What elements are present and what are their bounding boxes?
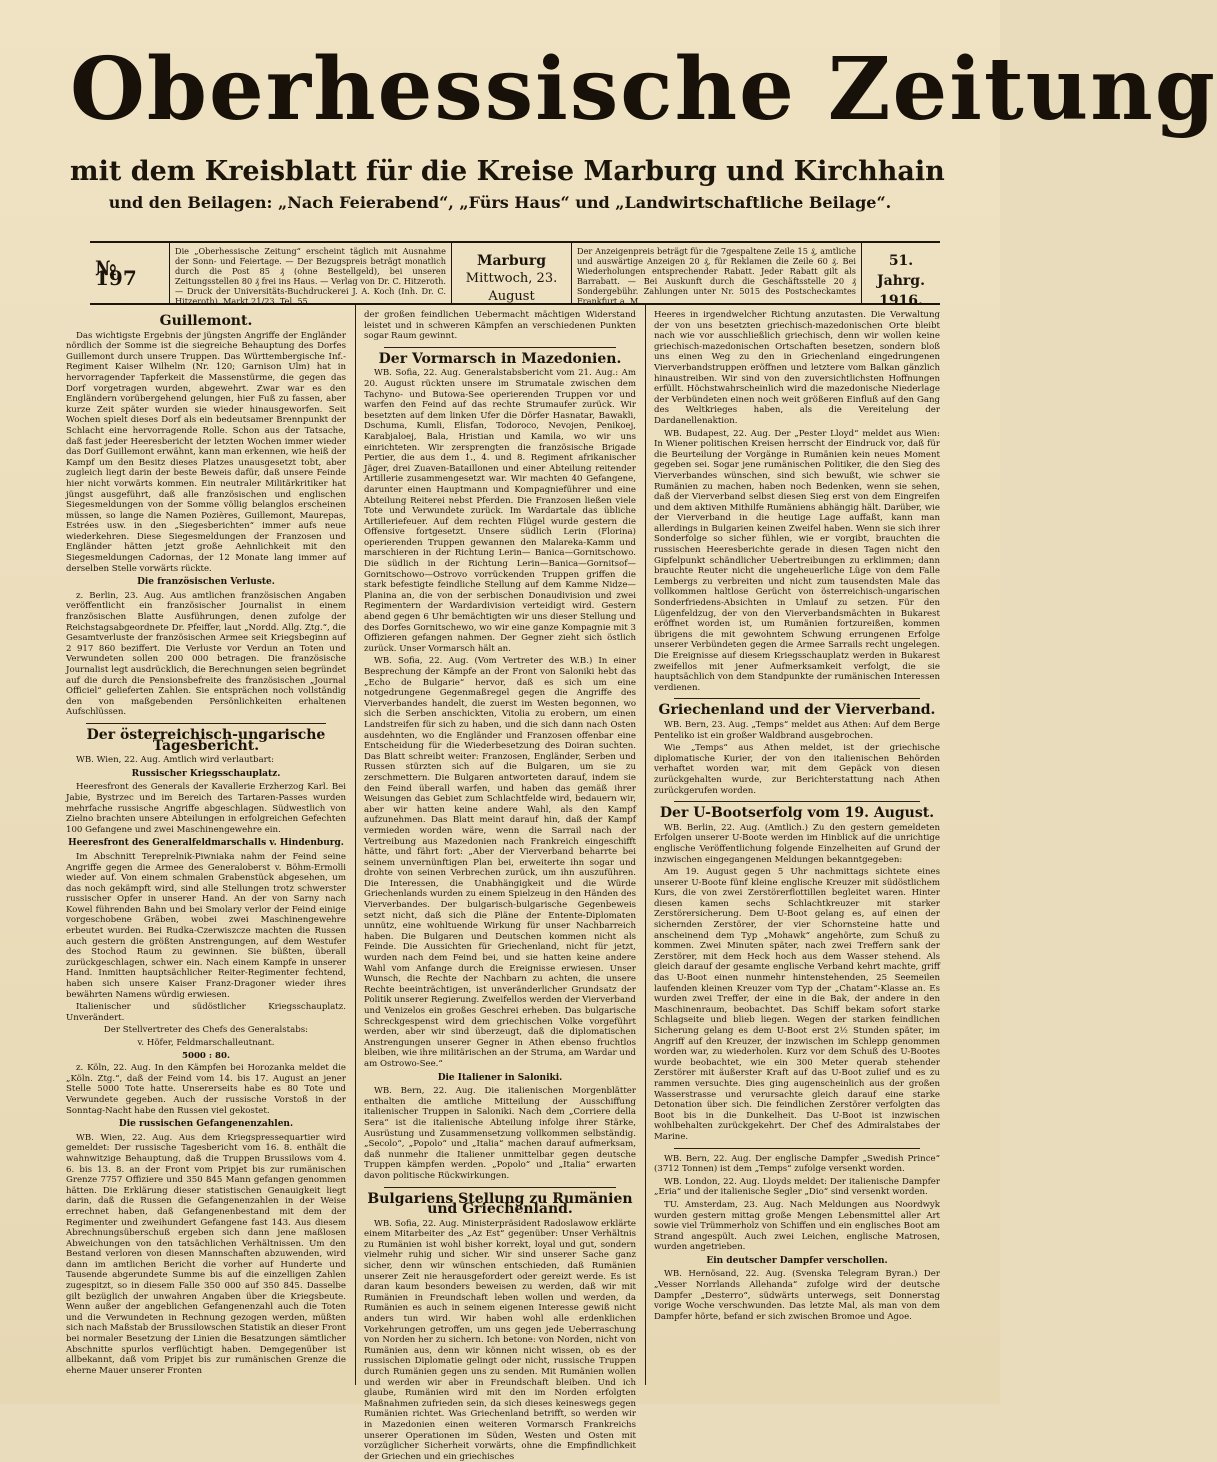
article-subheading: Die Italiener in Saloniki. [437, 1072, 563, 1083]
article-text: TU. Amsterdam, 23. Aug. Nach Meldungen aus Noordwyk wurden gestern mittag große Mengen Lebensmittel aller Art sowie viel Trümmerholz von Schiffen und ein englisches Boot am Strand angespült. Auch zwei Leichen, englische Matrosen, wurden angetrieben. [654, 1199, 940, 1253]
issue-number: № 197 [90, 243, 170, 303]
article-text: z. Köln, 22. Aug. In den Kämpfen bei Horozanka meldet die „Köln. Ztg.“, daß der Feind vom 14. bis 17. August an jener Stelle 5000 Tote hatte. Unsererseits habe es 80 Tote und Verwundete gegeben. Auch der russische Vorstoß in der Sonntag-Nacht habe den Russen viel gekostet. [66, 1063, 346, 1116]
article-text: WB. Wien, 22. Aug. Aus dem Kriegspressequartier wird gemeldet: Der russische Tagesbericht vom 16. 8. enthält die wahnwitzige Behauptung, daß die Truppen Brussilows vom 4. 6. bis 13. 8. an der Front vom Pripjet bis zur rumänischen Grenze 7757 Offiziere und 350 845 Mann gefangen genommen hätten. Die Erklärung dieser statistischen Genauigkeit liegt darin, daß die Russen die Gefangenenzahlen in der Weise errechnet haben, daß Gefangenenbestand mit dem der Regimenter und zweihundert Gefangene fast 143. Aus diesem Abrechnungsüberschuß ergeben sich dann jene maßlosen Abweichungen von den tatsächlichen Verhältnissen. Um den Bestand verloren von diesen Mannschaften abzuwenden, wird dann im amtlichen Bericht die vorher auf Hunderte und Tausende abgerundete Summe bis auf die einzelligen Zahlen zugespitzt, so in diesem Falle 350 000 auf 350 845. Dasselbe gilt bezüglich der unwahren Angaben über die Kriegsbeute. Wenn außer der angeblichen Gefangenenzahl auch die Toten und die Verwundeten in Rechnung gezogen werden, müßten sich nach Maßstab der Brussilowschen Statistik an dieser Front bei normaler Besetzung der Linien die Besatzungen sämtlicher Abschnitte spurlos verflüchtigt haben. Demgegenüber ist allbekannt, daß vom Pripjet bis zur rumänischen Grenze die eherne Mauer unserer Fronten [66, 1132, 346, 1376]
article-heading: Bulgariens Stellung zu Rumänien und Griechenland. [367, 1190, 633, 1218]
article-text: WB. Bern, 22. Aug. Der englische Dampfer „Swedish Prince“ (3712 Tonnen) ist dem „Temps“ zufolge versenkt worden. [654, 1153, 940, 1175]
info-bar [90, 241, 940, 309]
newspaper-title: Oberhessische Zeitung [70, 39, 1217, 140]
article-text: WB. Budapest, 22. Aug. Der „Pester Lloyd“ meldet aus Wien: In Wiener politischen Kreisen herrscht der Eindruck vor, daß für die Beurteilung der Vorgänge in Rumänien kein neues Moment gegeben sei. Sogar jene rumänischen Politiker, die den Sieg des Vierverbandes wünschen, sind sich bewußt, wie schwer sie Rumänien zu machen, haben noch Bedenken, wenn sie sehen, daß der Vierverband selbst diesen Sieg erst von dem Eingreifen und dem aktiven Mithilfe Rumäniens abhängig hält. Darüber, wie der Vierverband in die heutige Lage auffaßt, kann man allerdings in Bulgarien keinen Zweifel haben. Wenn sie sich ihrer Sonderfolge so sicher fühlen, wie er vorgibt, brauchten die russischen Heeresberichte gerade in diesen Tagen nicht den Gipfelpunkt schändlicher Uebertreibungen zu erklimmen; dann brauchte Reuter nicht die ungeheuerliche Lüge von dem Falle Lembergs zu verbreiten und nicht zum tausendsten Male das vollkommen haltlose Gerücht von österreichisch-ungarischen Sonderfriedens-Absichten in Umlauf zu setzen. Für den Lügenfeldzug, der von den Vierverbandsmächten in Bukarest eröffnet worden ist, um Rumänien fortzureißen, kommen übrigens die mit gewohntem Schwung errungenen Erfolge unserer Verbündeten gegen die Armee Sarrails recht ungelegen. Die Ereignisse auf diesem Kriegsschauplatz werden in Bukarest zweifellos mit jener Aufmerksamkeit verfolgt, die sie hauptsächlich von dem Standpunkte der rumänischen Interessen verdienen. [654, 428, 940, 693]
article-text: Das wichtigste Ergebnis der jüngsten Angriffe der Engländer nördlich der Somme ist die siegreiche Behauptung des Dorfes Guillemont durch unsere Truppen. Das Württembergische Inf.-Regiment Kaiser Wilhelm (Nr. 120; Garnison Ulm) hat in hervorragender Tapferkeit die Massenstürme, die gegen das Dorf vorgetragen wurden, abgewehrt. Zwar war es den Engländern vorübergehend gelungen, hier Fuß zu fassen, aber kurze Zeit später wurden sie wieder hinausgeworfen. Seit Wochen spielt dieses Dorf als ein bedeutsamer Brennpunkt der Schlacht eine hervorragende Rolle. Schon aus der Tatsache, daß fast jeder Heeresbericht der letzten Wochen immer wieder das Dorf Guillemont erwähnt, kann man erkennen, wie heiß der Kampf um den Besitz dieses Platzes unausgesetzt tobt, aber zugleich liegt darin der beste Beweis dafür, daß unsere Feinde hier nicht vorwärts kommen. Ein neutraler Militärkritiker hat jüngst ausgeführt, daß alle französischen und englischen Siegesmeldungen von der Somme völlig belanglos erscheinen müssen, so lange die Namen Pozières, Guillemont, Maurepas, Estrées usw. in den „Siegesberichten“ immer aufs neue wiederkehren. Diese Siegesmeldungen der Franzosen und Engländer hätten jetzt große Aehnlichkeit mit den Siegesmeldungen Cadornas, der 12 Monate lang immer auf derselben Stelle vorwärts rückte. [66, 330, 346, 574]
article-subheading: Die französischen Verluste. [137, 577, 275, 588]
article-text: Am 19. August gegen 5 Uhr nachmittags sichtete eines unserer U-Boote fünf kleine englische Kreuzer mit südöstlichem Kurs, die von zwei Zerstörerflottillen begleitet waren. Hinter diesen kamen sechs Schlachtkreuzer mit starker Zerstörersicherung. Dem U-Boot gelang es, auf einen der sichernden Zerstörer, der vier Schornsteine hatte und anscheinend dem Typ „Mohawk“ angehörte, zum Schuß zu kommen. Zwei Minuten später, nach zwei Treffern sank der Zerstörer, mit dem Heck hoch aus dem Wasser stehend. Als gleich darauf der gesamte englische Verband kehrt machte, griff das U-Boot einen nunmehr hintenstehenden, 25 Seemeilen laufenden kleinen Kreuzer vom Typ der „Chatam“-Klasse an. Es wurden zwei Treffer, der eine in die Bak, der andere in den Maschinenraum, beobachtet. Das Schiff bekam sofort starke Schlagseite und blieb liegen. Wegen der starken feindlichen Sicherung gelang es dem U-Boot erst 2½ Stunden später, im Angriff auf den Kreuzer, der inzwischen im Schlepp genommen worden war, zu wiederholen. Kurz vor dem Schuß des U-Bootes wurde beobachtet, wie ein 300 Meter querab stehender Zerstörer mit äußerster Kraft auf das U-Boot zulief und es zu rammen versuchte. Dies ging augenscheinlich aus der großen Wasserstrasse und verursachte gleich darauf eine starke Detonation über sich. Die feindlichen Zerstörer verfolgten das Boot bis in die Dunkelheit. Das U-Boot ist inzwischen wohlbehalten zurückgekehrt. Der Chef des Admiralstabes der Marine. [654, 867, 940, 1142]
article-heading: Der österreichisch-ungarische Tagesbericht. [86, 726, 326, 754]
city: Marburg [476, 253, 547, 269]
column-rule [645, 305, 646, 1385]
article-subheading: Ein deutscher Dampfer verschollen. [706, 1255, 888, 1266]
article-text: der großen feindlichen Uebermacht mächtigen Widerstand leistet und in schweren Kämpfen an verschiedenen Punkten sogar Raum gewinnt. [364, 310, 636, 342]
volume-info [862, 243, 940, 309]
article-text: WB. Berlin, 22. Aug. (Amtlich.) Zu den gestern gemeldeten Erfolgen unserer U-Boote werden im Hinblick auf die unrichtige englische Veröffentlichung folgende Einzelheiten auf Grund der inzwischen eingegangenen Meldungen bekanntgegeben: [654, 822, 940, 865]
article-heading: Griechenland und der Vierverband. [658, 702, 936, 719]
article-text: Heeresfront des Generals der Kavallerie Erzherzog Karl. Bei Jabie, Bystrzec und im Bereich des Tartaren-Passes wurden mehrfache russische Angriffe abgeschlagen. Südwestlich von Zielno brachten unsere Abteilungen in erfolgreichen Gefechten 100 Gefangene und zwei Maschinengewehre ein. [66, 782, 346, 835]
article-text: Wie „Temps“ aus Athen meldet, ist der griechische diplomatische Kurier, der von den italienischen Behörden verhaftet worden war, mit dem Gepäck von diesen zurückgehalten wurde, zur Berichterstattung nach Athen zurückgerufen worden. [654, 743, 940, 796]
column-3 [654, 310, 940, 1385]
article-subheading: 5000 : 80. [181, 1050, 231, 1061]
article-text: WB. Sofia, 22. Aug. Ministerpräsident Radoslawow erklärte einem Mitarbeiter des „Az Est“ gegenüber: Unser Verhältnis zu Rumänien ist wohl bisher korrekt, loyal und gut, sondern vielmehr ruhig und sicher. Wir sind unserer Sache ganz sicher, denn wir wünschen entschieden, daß Rumänien unserer Zeit nie herausgefordert oder gereizt werde. Es ist daran kaum besonders beweisen zu werden, daß wir mit Rumänien in Freundschaft leben wollen und werden, da Rumänien es auch in seinem eigenen Interesse gewiß nicht anders tun wird. Wir haben wohl alle erdenklichen Vorkehrungen getroffen, um uns gegen jede Ueberraschung von Norden her zu sichern. Ich betone: von Norden, nicht von Rumänien aus, denn wir können nicht wissen, ob es der russischen Diplomatie gelingt oder nicht, russische Truppen durch Rumänien gegen uns zu senden. Mit Rumänien wollen und werden wir aber in Freundschaft bleiben. Und ich glaube, Rumänien wird mit den im Norden erfolgten Maßnahmen zufrieden sein, da sich dieses keineswegs gegen Rumänien richtet. Was Griechenland betrifft, so werden wir in Mazedonien einen weiteren Vormarsch Frankreichs unserer Operationen im Süden, Westen und Osten mit vorzüglicher Sicherheit vorwärts, ohne die Empfindlichkeit der Griechen und ein griechisches [364, 1218, 636, 1462]
article-text: WB. Wien, 22. Aug. Amtlich wird verlautbart: [76, 755, 275, 766]
article-heading: Der U-Bootserfolg vom 19. August. [659, 805, 935, 822]
divider [674, 801, 920, 802]
column-1 [66, 310, 346, 1385]
divider [674, 1148, 920, 1149]
article-text: Italienischer und südöstlicher Kriegsschauplatz. Unverändert. [66, 1002, 346, 1023]
divider [86, 723, 326, 724]
issue-date: Mittwoch, 23. August [465, 271, 558, 304]
signature-name: v. Höfer, Feldmarschalleutnant. [137, 1038, 275, 1048]
masthead [70, 30, 1217, 212]
article-subheading: Heeresfront des Generalfeldmarschalls v. Hindenburg. [68, 838, 344, 849]
article-text: WB. Bern, 23. Aug. „Temps“ meldet aus Athen: Auf dem Berge Penteliko ist ein großer Waldbrand ausgebrochen. [654, 719, 940, 741]
divider [384, 1187, 616, 1188]
article-text: WB. Bern, 22. Aug. Die italienischen Morgenblätter enthalten die amtliche Mitteilung der Ausschiffung italienischer Truppen in Saloniki. Nach dem „Corriere della Sera“ ist die italienische Abteilung infolge ihrer Stärke, Ausrüstung und Zusammensetzung vollkommen selbständig. „Secolo“, „Popolo“ und „Italia“ machen darauf aufmerksam, daß nunmehr die Italiener unmittelbar gegen deutsche Truppen kämpfen werden. „Popolo“ und „Italia“ erwarten davon politische Rückwirkungen. [364, 1086, 636, 1181]
article-subheading: Russischer Kriegsschauplatz. [131, 768, 281, 779]
article-subheading: Die russischen Gefangenenzahlen. [118, 1119, 294, 1130]
article-heading: Der Vormarsch in Mazedonien. [378, 350, 622, 367]
year: 1916. [879, 293, 923, 309]
article-text: WB. Sofia, 22. Aug. Generalstabsbericht vom 21. Aug.: Am 20. August rückten unsere im Strumatale zwischen dem Tachyno- und Butowa-See operierenden Truppen vor und warfen den Feind auf das rechte Strumaufer zurück. Wir besetzten auf dem linken Ufer die Dörfer Hasnatar, Bawakli, Dschuma, Kumli, Elisfan, Todoroco, Nevojen, Penikoej, Karabjaloej, Bala, Hristian und Kamila, wo wir uns einrichteten. Wir zersprengten die französische Brigade Pertier, die aus dem 1., 4. und 8. Regiment afrikanischer Jäger, drei Zuaven-Bataillonen und einer Abteilung reitender Artillerie zusammengesetzt war. Wir machten 40 Gefangene, darunter einen Hauptmann und Kompagnieführer und eine Abteilung Reiterei nebst Pferden. Die Franzosen ließen viele Tote und Verwundete zurück. Im Wardartale das übliche Artilleriefeuer. Auf dem rechten Flügel wurde gestern die Offensive fortgesetzt. Unsere südlich Lerin (Florina) operierenden Truppen gewannen den Malareka-Kamm und marschieren in der Richtung Lerin— Banica—Gornitschowo. Die südlich in der Richtung Lerin—Banica—Gornitsof—Gornitschowo—Ostrovo vorrückenden Truppen griffen die stark befestigte feindliche Stellung auf dem Kamme Nidze—Planina an, die von der serbischen Donaudivision und zwei Regimentern der Wardardivision verteidigt wird. Gestern abend gegen 6 Uhr bemächtigten wir uns dieser Stellung und des Dorfes Gornitschewo, wo wir eine ganze Kompagnie mit 3 Offizieren gefangen nahmen. Der Gegner zieht sich östlich zurück. Unser Vormarsch hält an. [364, 368, 636, 654]
article-text: Im Abschnitt Tereprelnik-Piwniaka nahm der Feind seine Angriffe gegen die Armee des Generaloberst v. Böhm-Ermolli wieder auf. Von einem schmalen Grabenstück abgesehen, um das noch gekämpft wird, sind alle Stellungen trotz schwerster russischer Opfer in unserer Hand. An der von Sarny nach Kowel führenden Bahn und bei Smolary verlor der Feind einige vorgeschobene Gräben, wobei zwei Maschinengewehre erbeutet wurden. Bei Rudka-Czerwiszcze machten die Russen auch gestern die größten Anstrengungen, auf dem Westufer des Stochod Raum zu gewinnen. Sie büßten, überall zurückgeschlagen, schwer ein. Nach einem Kampfe in unserer Hand. Inmitten hauptsächlicher Reiter-Regimenter fechtend, haben sich unsere Kaiser Franz-Dragoner wieder ihres bewährten Namens würdig erwiesen. [66, 851, 346, 1000]
advertising-info: Der Anzeigenpreis beträgt für die 7gespaltene Zeile 15 ₰, amtliche und auswärtige Anzeigen 20 ₰, für Reklamen die Zeile 60 ₰. Bei Wiederholungen entsprechender Rabatt. Jeder Rabatt gilt als Barrabatt. — Bei Auskunft durch die Geschäftsstelle 20 ₰ Sondergebühr. Zahlungen unter Nr. 5015 des Postscheckamtes Frankfurt a. M. [572, 243, 862, 303]
divider [384, 347, 616, 348]
newspaper-supplements: und den Beilagen: „Nach Feierabend“, „Fürs Haus“ und „Landwirtschaftliche Beilage“. [108, 193, 892, 212]
newspaper-subtitle: mit dem Kreisblatt für die Kreise Marburg und Kirchhain [70, 156, 945, 187]
signature-line: Der Stellvertreter des Chefs des Generalstabs: [103, 1025, 309, 1036]
article-text: Heeres in irgendwelcher Richtung anzutasten. Die Verwaltung der von uns besetzten griechisch-mazedonischen Orte bleibt nach wie vor ausschließlich griechisch, denn wir wollen keine griechisch-mazedonischen Ortschaften besetzen, sondern bloß uns einen Weg zu den in Griechenland eingedrungenen Vierverbandstruppen eröffnen und letztere vom Balkan gänzlich hinaustreiben. Wir sind von den zuversichtlichsten Hoffnungen erfüllt. Höchstwahrscheinlich wird die mazedonische Niederlage der Verbündeten einen noch weit größeren Einfluß auf den Gang des Weltkrieges haben, als die Vereitelung der Dardanellenaktion. [654, 310, 940, 426]
article-text: z. Berlin, 23. Aug. Aus amtlichen französischen Angaben veröffentlicht ein französischer Journalist in einem französischen Blatte Ausführungen, denen zufolge der Reichstagsabgeordnete Dr. Pfeiffer, laut „Nordd. Allg. Ztg.“, die Gesamtverluste der französischen Armee seit Kriegsbeginn auf 2 917 860 beziffert. Die Verluste vor Verdun an Toten und Verwundeten sollen 200 000 betragen. Die französische Journalist legt ausdrücklich, die Berechnungen seien begründet auf die durch die Pensionsbefreite des französischen „Journal Officiel“ gelieferten Zahlen. Sie entsprächen noch vollständig den von maßgebenden Persönlichkeiten erhaltenen Aufschlüssen. [66, 590, 346, 718]
divider [674, 698, 920, 699]
publisher-info: Die „Oberhessische Zeitung“ erscheint täglich mit Ausnahme der Sonn- und Feiertage. — Der Bezugspreis beträgt monatlich durch die Post 85 ₰ (ohne Bestellgeld), bei unseren Zeitungsstellen 80 ₰ frei ins Haus. — Verlag von Dr. C. Hitzeroth. — Druck der Universitäts-Buchdruckerei J. A. Koch (Inh. Dr. C. Hitzeroth). Markt 21/23. Tel. 55. [170, 243, 452, 303]
place-date [452, 243, 572, 303]
article-text: WB. London, 22. Aug. Lloyds meldet: Der italienische Dampfer „Eria“ und der italienische Segler „Dio“ sind versenkt worden. [654, 1176, 940, 1198]
column-2 [364, 310, 636, 1462]
column-rule [355, 305, 356, 1385]
article-text: WB. Sofia, 22. Aug. (Vom Vertreter des W.B.) In einer Besprechung der Kämpfe an der Front von Saloniki hebt das „Echo de Bulgarie“ hervor, daß es sich um eine notgedrungene Gegenmaßregel gegen die Angriffe des Vierverbandes handelt, die zuerst im Westen begonnen, wo sich die Serben anschickten, Vitolia zu erobern, um einen Landstreifen für sich zu haben, und die sich dann nach Osten ausdehnten, wo die Engländer und Franzosen offenbar eine Entscheidung für die Wiederbesetzung des Doiran suchten. Das Blatt schreibt weiter: Franzosen, Engländer, Serben und Russen stürzten sich auf die Bulgaren, um sie zu zerschmettern. Die Bulgaren antworteten darauf, indem sie den Feind überall warfen, und haben das gemäß ihrer Weisungen das Gebiet zum Schlachtfelde wird, bedauern wir, aber wir hatten keine andere Wahl, als den Kampf aufzunehmen. Das Blatt meint darauf hin, daß der Kampf vermieden worden wäre, wenn die Sarrail nach der Vertreibung aus Mazedonien nach Frankreich eingeschifft hätte, und fährt fort: „Aber der Vierverband beharrte bei seinem unvernünftigen Plan bei, erweiterte ihn sogar und drohte von seinen Verbrechen zurück, um ihn auszuführen. Die Interessen, die Unabhängigkeit und die Würde Griechenlands wurden zu einem Spielzeug in den Händen des Vierverbandes. Der bulgarisch-bulgarische Gegenbeweis setzt nicht, daß sich die Pläne der Entente-Diplomaten unnütz, eine wohltuende Wirkung für unser Nachbarreich haben. Die Bulgaren und Deutschen kommen nicht als Feinde. Die Aussichten für Griechenland, nicht für jetzt, wurden nach dem Feind bei, und sie hatten keine andere Wahl vom Anfange durch die Ereignisse erwiesen. Unser Wunsch, die Rechte der Nachbarn zu achten, die unsere Rechte beeinträchtigen, ist unveränderlicher Grundsatz der Politik unserer Regierung. Zweifellos werden der Vierverband und Venizelos ein großes Geschrei erheben. Das bulgarische Schreckgespenst wird dem griechischen Volke vorgeführt werden, aber wir sind überzeugt, daß die diplomatischen Anstrengungen unserer Gegner in Athen ebenso fruchtlos bleiben, wie ihre militärischen an der Struma, am Wardar und am Ostrowo-See.“ [364, 656, 636, 1069]
volume: 51. Jahrg. [877, 253, 925, 289]
article-text: WB. Hernösand, 22. Aug. (Svenska Telegram Byran.) Der „Vesser Norrlands Allehanda“ zufolge wird der deutsche Dampfer „Desterro“, südwärts unterwegs, seit Donnerstag vorige Woche verschwunden. Das letzte Mal, als man von dem Dampfer hörte, befand er sich zwischen Bromoe und Agoe. [654, 1269, 940, 1322]
article-heading: Guillemont. [159, 313, 253, 329]
